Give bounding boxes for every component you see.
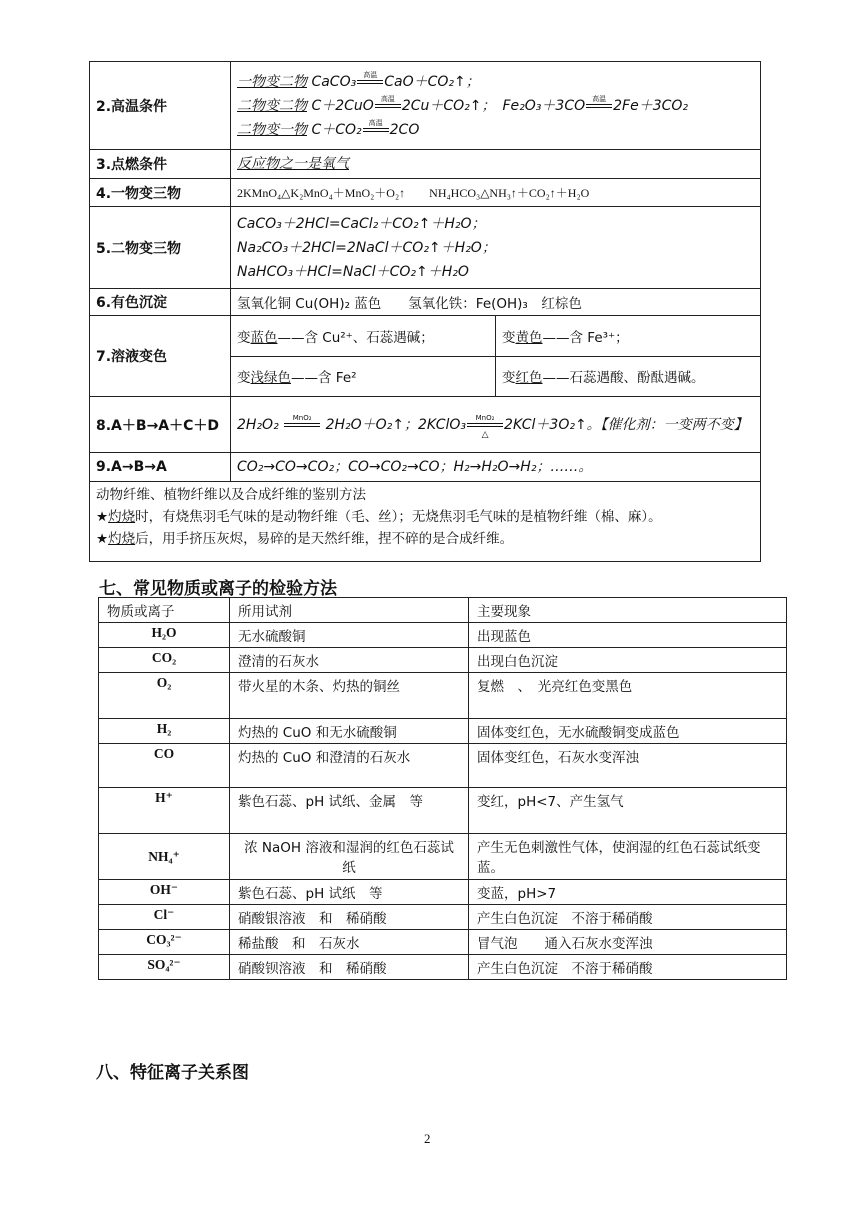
cell: 变红，pH<7、产生氢气 (469, 788, 787, 834)
condition: 高温 (368, 118, 383, 127)
cell: 硝酸钡溶液 和 稀硝酸 (230, 955, 469, 980)
section-heading-7: 七、常见物质或离子的检验方法 (99, 579, 337, 599)
cell: 紫色石蕊、pH 试纸、金属 等 (230, 788, 469, 834)
cell: 稀盐酸 和 石灰水 (230, 930, 469, 955)
text: 变 (237, 329, 251, 346)
equation-part: C＋CO₂ (311, 121, 362, 138)
star-icon: ★ (96, 531, 109, 547)
table-row (90, 397, 761, 453)
row-key: 4.一物变三物 (90, 179, 231, 207)
table-row (99, 955, 787, 980)
row-key: 7.溶液变色 (90, 316, 231, 397)
text: ——含 Fe³⁺； (542, 329, 629, 346)
catalyst-equations (231, 397, 761, 453)
label: 二物变二物 (237, 97, 307, 114)
table-row (90, 289, 761, 316)
column-header: 主要现象 (469, 598, 787, 623)
equation-part: 2KCl＋3O₂↑。【催化剂：一变两不变】 (504, 416, 748, 433)
cell: Cl⁻ (99, 905, 230, 930)
table-row (99, 648, 787, 673)
page-number: 2 (424, 1131, 431, 1146)
condition: 高温 (380, 94, 395, 103)
cell: 冒气泡 通入石灰水变浑浊 (469, 930, 787, 955)
table-row (90, 453, 761, 482)
column-header: 物质或离子 (99, 598, 230, 623)
cell: H⁺ (99, 788, 230, 834)
equation-part: 2H₂O＋O₂↑；2KClO₃ (325, 416, 467, 433)
cell: 带火星的木条、灼热的铜丝 (230, 673, 469, 719)
column-header: 所用试剂 (230, 598, 469, 623)
row-key: 5.二物变三物 (90, 207, 231, 289)
row-value: 2KMnO₄△K₂MnO₄＋MnO₂＋O₂↑ NH₄HCO₃△NH₃↑＋CO₂↑＋H₂O (231, 179, 761, 207)
heat-label: △ (481, 429, 489, 440)
cell: 灼热的 CuO 和无水硫酸铜 (230, 719, 469, 744)
cell: CO₂ (99, 648, 230, 673)
row-value: 反应物之一是氧气 (231, 150, 761, 179)
equation-part: 2Cu＋CO₂↑； Fe₂O₃＋3CO (401, 97, 586, 114)
row-key: 2.高温条件 (90, 62, 231, 150)
equation-part: 2H₂O₂ (237, 416, 279, 433)
cell: SO₄²⁻ (99, 955, 230, 980)
text: 黄色 (515, 329, 543, 346)
condition: 高温 (592, 94, 607, 103)
section-heading-8: 八、特征离子关系图 (96, 1063, 249, 1083)
star-icon: ★ (96, 509, 109, 525)
condition: 高温 (363, 70, 378, 79)
table-row (90, 482, 761, 562)
cell: 出现蓝色 (469, 623, 787, 648)
label: 二物变一物 (237, 121, 307, 138)
text: 蓝色 (250, 329, 278, 346)
cell: 产生白色沉淀 不溶于稀硝酸 (469, 905, 787, 930)
row-key: 3.点燃条件 (90, 150, 231, 179)
text: 灼烧 (108, 531, 136, 547)
note-title: 动物纤维、植物纤维以及合成纤维的鉴别方法 (96, 487, 366, 503)
cell: O₂ (99, 673, 230, 719)
cell: 固体变红色，石灰水变浑浊 (469, 744, 787, 788)
cell: 紫色石蕊、pH 试纸 等 (230, 880, 469, 905)
text: ——石蕊遇酸、酚酞遇碱。 (542, 370, 705, 387)
table-row (90, 179, 761, 207)
cell: 无水硫酸铜 (230, 623, 469, 648)
equation-part: CaCO₃ (311, 73, 357, 90)
cell: H₂ (99, 719, 230, 744)
text: ——含 Fe² (291, 370, 357, 387)
text: 变 (502, 370, 516, 387)
text: 变 (502, 329, 516, 346)
equation-part: 2CO (389, 121, 420, 138)
cell: 浓 NaOH 溶液和湿润的红色石蕊试纸 (230, 834, 469, 880)
table-row (90, 207, 761, 289)
table-row (99, 834, 787, 880)
equation: CaCO₃＋2HCl=CaCl₂＋CO₂↑＋H₂O； (237, 215, 486, 232)
cell: CO (99, 744, 230, 788)
text: 灼烧 (108, 509, 136, 525)
reaction-table (89, 61, 761, 562)
cell: 产生白色沉淀 不溶于稀硝酸 (469, 955, 787, 980)
high-temp-equations (231, 62, 761, 150)
cell: 澄清的石灰水 (230, 648, 469, 673)
row-key: 6.有色沉淀 (90, 289, 231, 316)
text: ——含 Cu²⁺、石蕊遇碱； (277, 329, 434, 346)
table-row (99, 623, 787, 648)
table-row (99, 880, 787, 905)
cell: 灼热的 CuO 和澄清的石灰水 (230, 744, 469, 788)
text: 后，用手挤压灰烬，易碎的是天然纤维，捏不碎的是合成纤维。 (135, 531, 514, 547)
cell: 硝酸银溶液 和 稀硝酸 (230, 905, 469, 930)
equation: Na₂CO₃＋2HCl=2NaCl＋CO₂↑＋H₂O； (237, 239, 496, 256)
text: 变 (237, 370, 251, 387)
row-value: 氢氧化铜 Cu(OH)₂ 蓝色 氢氧化铁：Fe(OH)₃ 红棕色 (231, 289, 761, 316)
text: 浅绿色 (250, 370, 291, 387)
equation: NaHCO₃＋HCl=NaCl＋CO₂↑＋H₂O (237, 263, 469, 280)
table-row (99, 719, 787, 744)
cell: OH⁻ (99, 880, 230, 905)
equation-part: C＋2CuO (311, 97, 374, 114)
text: 时，有烧焦羽毛气味的是动物纤维（毛、丝）；无烧焦羽毛气味的是植物纤维（棉、麻）。 (135, 509, 662, 525)
table-row (90, 150, 761, 179)
catalyst-label: MnO₂ (292, 413, 312, 422)
cell: H₂O (99, 623, 230, 648)
cell: 固体变红色，无水硫酸铜变成蓝色 (469, 719, 787, 744)
catalyst-label: MnO₂ (475, 413, 495, 422)
cell: 变蓝，pH>7 (469, 880, 787, 905)
table-row (99, 788, 787, 834)
table-row (90, 316, 761, 397)
row-value (231, 207, 761, 289)
row-value: CO₂→CO→CO₂；CO→CO₂→CO；H₂→H₂O→H₂；……。 (231, 453, 761, 482)
table-row (99, 744, 787, 788)
table-row (99, 930, 787, 955)
cell: 复燃 、 光亮红色变黑色 (469, 673, 787, 719)
table-row (99, 673, 787, 719)
fiber-identification (90, 482, 761, 562)
test-methods-table (98, 597, 787, 980)
cell: CO₃²⁻ (99, 930, 230, 955)
table-row (99, 905, 787, 930)
equation-part: 2Fe＋3CO₂ (613, 97, 689, 114)
equation-part: CaO＋CO₂↑； (384, 73, 480, 90)
cell: 产生无色刺激性气体，使润湿的红色石蕊试纸变蓝。 (469, 834, 787, 880)
row-key: 8.A＋B→A＋C＋D (90, 397, 231, 453)
text: 红色 (515, 370, 543, 387)
table-row (90, 62, 761, 150)
color-change-grid (231, 316, 761, 397)
label: 一物变二物 (237, 73, 307, 90)
row-key: 9.A→B→A (90, 453, 231, 482)
table-header (99, 598, 787, 623)
cell: NH₄⁺ (99, 834, 230, 880)
cell: 出现白色沉淀 (469, 648, 787, 673)
